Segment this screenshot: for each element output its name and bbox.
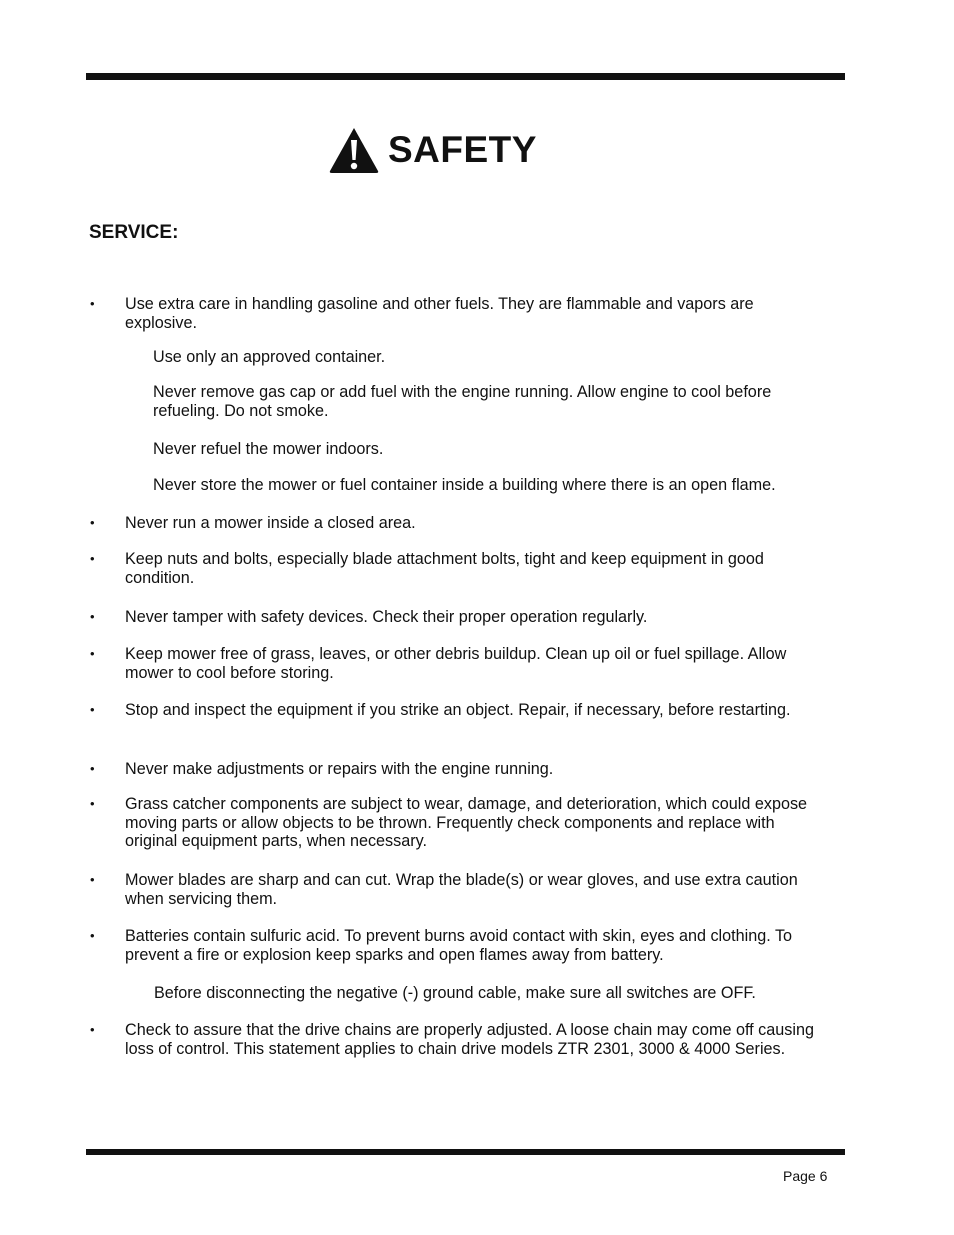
sub-item xyxy=(154,984,834,1003)
list-item xyxy=(90,1021,825,1058)
item-text: Never make adjustments or repairs with the engine running. xyxy=(125,760,554,778)
bullet-icon: • xyxy=(90,761,95,776)
item-text: Never store the mower or fuel container inside a building where there is an open flame. xyxy=(153,476,776,494)
item-text: Stop and inspect the equipment if you strike an object. Repair, if necessary, before restarting. xyxy=(125,701,791,719)
item-text: Never refuel the mower indoors. xyxy=(153,440,384,458)
bullet-icon: • xyxy=(90,551,95,566)
item-text: Mower blades are sharp and can cut. Wrap the blade(s) or wear gloves, and use extra caution when servicing them. xyxy=(125,871,798,908)
sub-item xyxy=(153,348,833,367)
item-text: Keep nuts and bolts, especially blade attachment bolts, tight and keep equipment in good condition. xyxy=(125,550,764,587)
bullet-icon: • xyxy=(90,296,95,311)
item-text: Never run a mower inside a closed area. xyxy=(125,514,416,532)
bullet-icon: • xyxy=(90,796,95,811)
list-item xyxy=(90,760,825,779)
item-text: Never tamper with safety devices. Check their proper operation regularly. xyxy=(125,608,648,626)
list-item xyxy=(90,295,825,332)
item-text: Grass catcher components are subject to wear, damage, and deterioration, which could expose moving parts or allow objects to be thrown. Frequently check components and replace with original equipment parts, when necessary. xyxy=(125,795,808,850)
list-item xyxy=(90,550,825,587)
warning-triangle-icon xyxy=(328,126,380,174)
bullet-icon: • xyxy=(90,702,95,717)
bottom-rule xyxy=(86,1149,845,1155)
bullet-icon: • xyxy=(90,872,95,887)
item-text: Keep mower free of grass, leaves, or other debris buildup. Clean up oil or fuel spillage. Allow mower to cool before storing. xyxy=(125,645,787,682)
item-text: Check to assure that the drive chains are properly adjusted. A loose chain may come off causing loss of control. This statement applies to chain drive models ZTR 2301, 3000 & 4000 Series. xyxy=(125,1021,814,1058)
sub-item xyxy=(153,476,833,495)
section-heading: SERVICE: xyxy=(89,222,179,243)
bullet-icon: • xyxy=(90,1022,95,1037)
list-item xyxy=(90,514,825,533)
list-item xyxy=(90,927,825,964)
top-rule xyxy=(86,73,845,80)
sub-item xyxy=(153,440,833,459)
item-text: Use only an approved container. xyxy=(153,348,386,366)
list-item xyxy=(90,701,825,720)
list-item xyxy=(90,608,825,627)
bullet-icon: • xyxy=(90,609,95,624)
page-number: Page 6 xyxy=(783,1168,828,1184)
list-item xyxy=(90,645,825,682)
title-block xyxy=(328,124,537,176)
item-text: Before disconnecting the negative (-) ground cable, make sure all switches are OFF. xyxy=(154,984,756,1002)
bullet-icon: • xyxy=(90,515,95,530)
item-text: Never remove gas cap or add fuel with the engine running. Allow engine to cool before refueling. Do not smoke. xyxy=(153,383,772,420)
item-text: Batteries contain sulfuric acid. To prevent burns avoid contact with skin, eyes and clothing. To prevent a fire or explosion keep sparks and open flames away from battery. xyxy=(125,927,793,964)
item-text: Use extra care in handling gasoline and other fuels. They are flammable and vapors are explosive. xyxy=(125,295,754,332)
list-item xyxy=(90,795,825,851)
sub-item xyxy=(153,383,833,420)
list-item xyxy=(90,871,825,908)
bullet-icon: • xyxy=(90,646,95,661)
page-title: SAFETY xyxy=(388,129,537,170)
bullet-icon: • xyxy=(90,928,95,943)
